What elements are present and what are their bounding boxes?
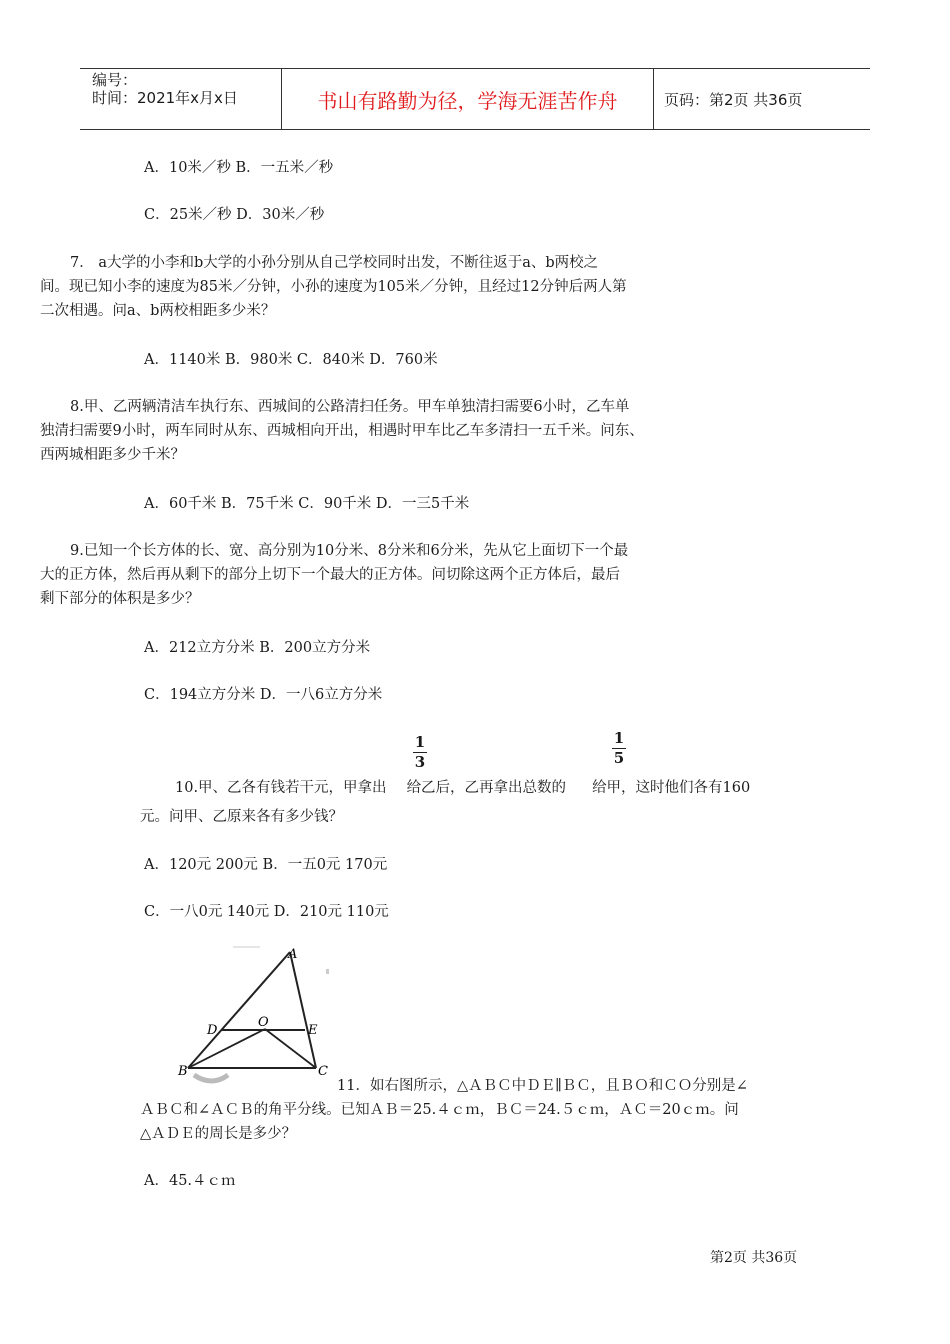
q9-stem-line: 大的正方体，然后再从剩下的部分上切下一个最大的正方体。问切除这两个正方体后，最后 [40, 567, 620, 583]
label-a: A [288, 947, 298, 962]
q10-options-1: A．120元 200元 B．一五0元 170元 [144, 857, 388, 873]
fraction-denominator: 5 [613, 749, 625, 767]
q9-stem [40, 539, 812, 611]
header-page-info: 页码：第2页 共36页 [664, 90, 803, 109]
q8-stem [40, 395, 812, 467]
page-header [80, 68, 870, 130]
fraction-numerator: 1 [613, 729, 625, 747]
q10-options-2: C．一八0元 140元 D．210元 110元 [144, 904, 389, 920]
fraction-one-third [413, 734, 427, 771]
label-c: C [318, 1064, 328, 1079]
q6-options-2: C．25米／秒 D．30米／秒 [144, 207, 325, 223]
q10-stem-line1 [175, 776, 845, 800]
q11-stem-line3: △ＡＤＥ的周长是多少？ [140, 1126, 297, 1142]
q10-stem-part: 10.甲、乙各有钱若干元，甲拿出 [175, 780, 387, 796]
q8-options: A．60千米 B．75千米 C．90千米 D．一三5千米 [144, 496, 470, 512]
q9-options-2: C．194立方分米 D．一八6立方分米 [144, 687, 383, 703]
fraction-numerator: 1 [414, 733, 426, 751]
page-footer: 第2页 共36页 [710, 1250, 798, 1266]
header-divider [653, 69, 654, 129]
header-motto: 书山有路勤为径，学海无涯苦作舟 [317, 88, 618, 113]
q7-stem [40, 251, 812, 323]
q11-stem-line2: ＡＢＣ和∠ＡＣＢ的角平分线。已知ＡＢ＝25.４ｃｍ，ＢＣ＝24.５ｃｍ，ＡＣ＝20ｃｍ。问 [140, 1102, 739, 1118]
fraction-denominator: 3 [414, 753, 426, 771]
q9-stem-line: 9.已知一个长方体的长、宽、高分别为10分米、8分米和6分米，先从它上面切下一个最 [70, 543, 629, 559]
q7-options: A．1140米 B．980米 C．840米 D．760米 [144, 352, 438, 368]
q9-stem-line: 剩下部分的体积是多少？ [40, 591, 200, 607]
bisector-bo [188, 1029, 265, 1068]
side-ab [188, 952, 290, 1068]
date-label: 时间：2021年x月x日 [92, 89, 238, 107]
q8-stem-line: 西两城相距多少千米？ [40, 447, 185, 463]
q8-stem-line: 独清扫需要9小时，两车同时从东、西城相向开出，相遇时甲车比乙车多清扫一五千米。问东、 [40, 423, 644, 439]
header-meta [80, 69, 280, 129]
q11-stem-line1: 11．如右图所示，△ＡＢＣ中ＤＥ∥ＢＣ，且ＢＯ和ＣＯ分别是∠ [337, 1078, 748, 1094]
q11-option-a: A．45.４ｃｍ [144, 1173, 236, 1189]
q10-stem-line2: 元。问甲、乙原来各有多少钱？ [140, 809, 343, 825]
q8-stem-line: 8.甲、乙两辆清洁车执行东、西城间的公路清扫任务。甲车单独清扫需要6小时，乙车单 [70, 399, 630, 415]
q10-stem-part: 给乙后，乙再拿出总数的 [406, 780, 567, 796]
label-d: D [207, 1023, 218, 1038]
label-b: B [178, 1064, 188, 1079]
q7-stem-line: 7． a大学的小李和b大学的小孙分别从自己学校同时出发，不断往返于a、b两校之 [70, 255, 599, 271]
label-o: O [258, 1015, 269, 1030]
q7-stem-line: 二次相遇。问a、b两校相距多少米？ [40, 303, 276, 319]
q9-options-1: A．212立方分米 B．200立方分米 [144, 640, 371, 656]
q7-stem-line: 间。现已知小李的速度为85米／分钟，小孙的速度为105米／分钟，且经过12分钟后两人第 [40, 279, 627, 295]
q10-stem-part: 给甲，这时他们各有160 [592, 780, 751, 796]
label-e: E [308, 1023, 318, 1038]
triangle-figure [170, 935, 345, 1095]
serial-label: 编号： [92, 71, 138, 89]
q6-options-1: A．10米／秒 B．一五米／秒 [144, 160, 334, 176]
fraction-one-fifth [612, 730, 626, 767]
